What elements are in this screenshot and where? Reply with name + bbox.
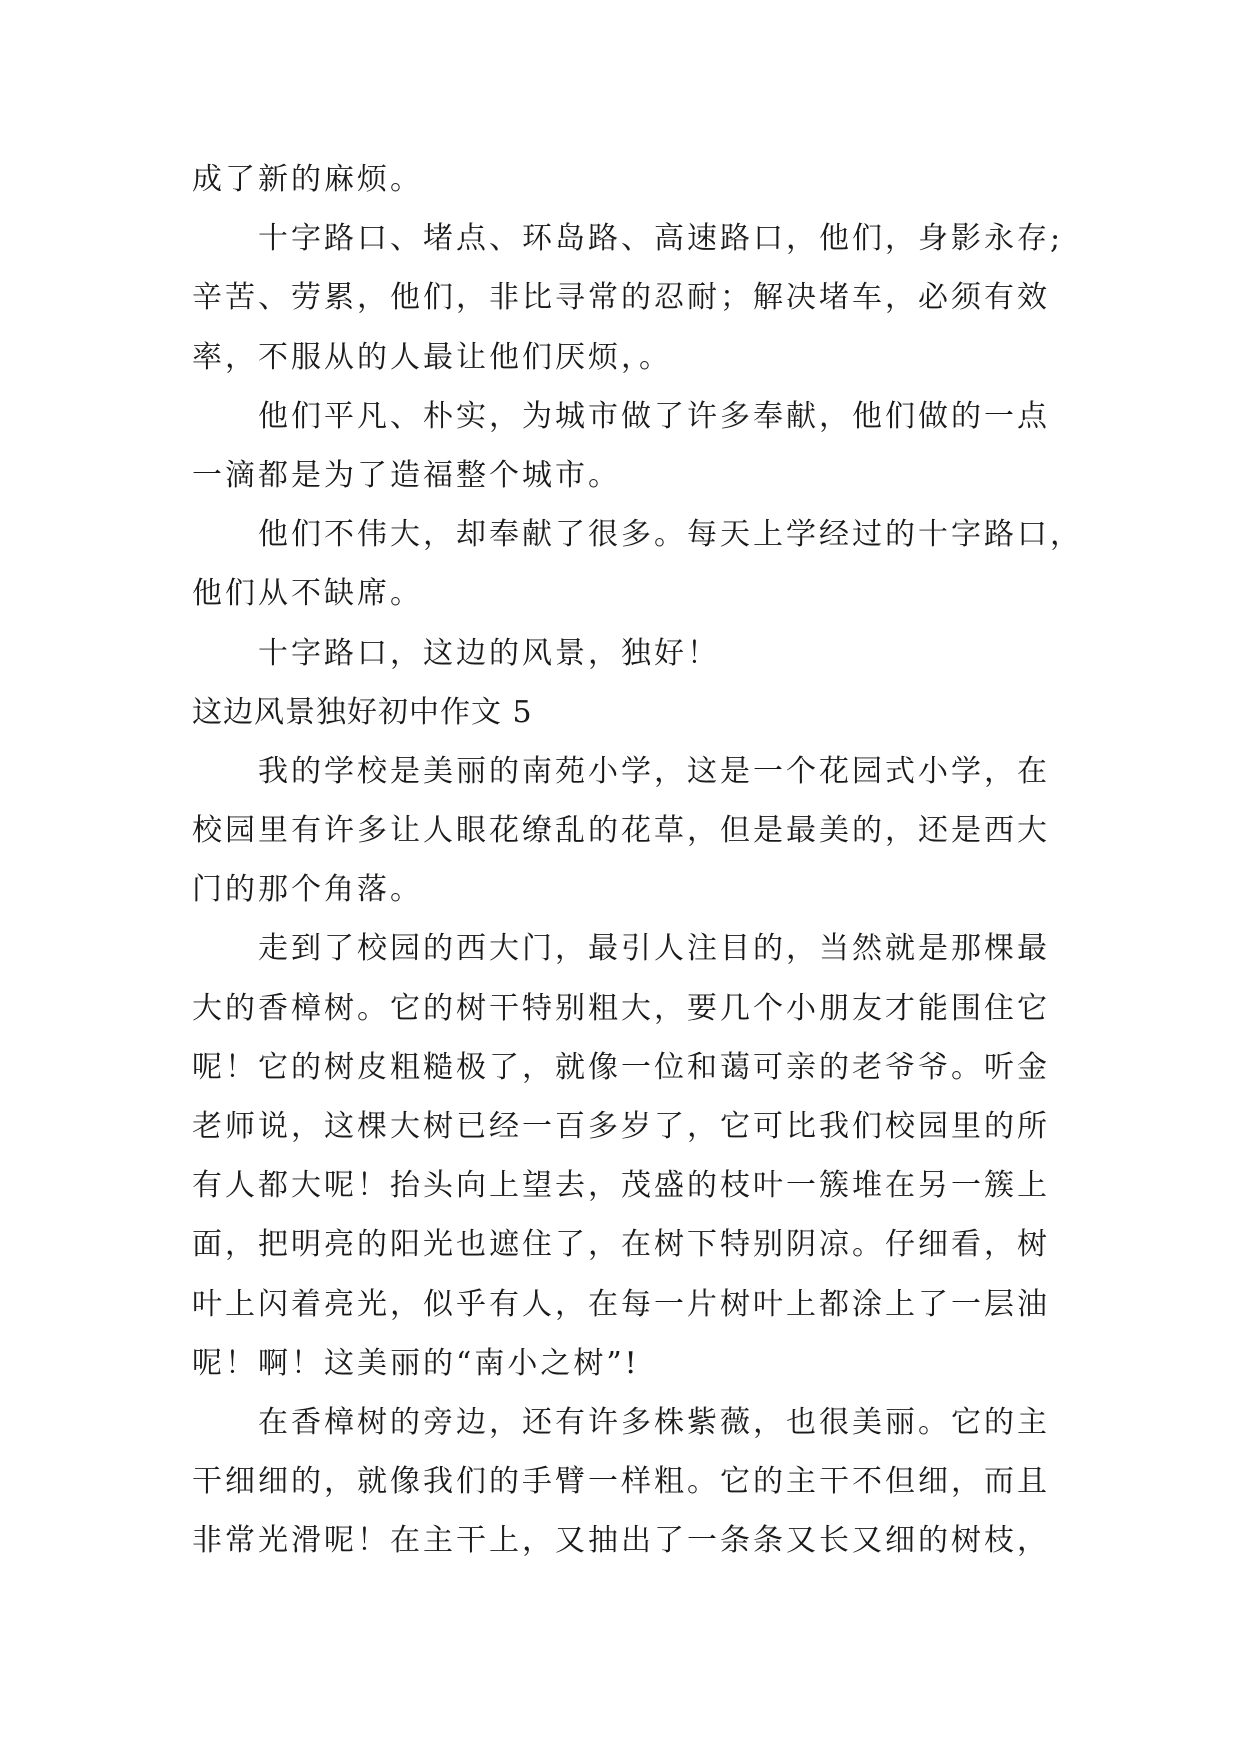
text-line: 他们从不缺席。 — [192, 576, 423, 612]
text-line: 老师说，这棵大树已经一百多岁了，它可比我们校园里的所 — [192, 1109, 1050, 1144]
paragraph-start-line: 在香樟树的旁边，还有许多株紫薇，也很美丽。它的主 — [258, 1404, 1050, 1440]
text-line: 一滴都是为了造福整个城市。 — [192, 457, 621, 493]
text-line: 呢！啊！这美丽的“南小之树”! — [192, 1345, 640, 1381]
text-line: 面，把明亮的阳光也遮住了，在树下特别阴凉。仔细看，树 — [192, 1227, 1050, 1263]
text-line: 校园里有许多让人眼花缭乱的花草，但是最美的，还是西大 — [192, 813, 1050, 849]
paragraph-start-line: 他们不伟大，却奉献了很多。每天上学经过的十字路口， — [258, 517, 1083, 553]
text-line: 非常光滑呢！在主干上，又抽出了一条条又长又细的树枝， — [192, 1523, 1050, 1559]
text-line: 干细细的，就像我们的手臂一样粗。它的主干不但细，而且 — [192, 1464, 1050, 1500]
section-heading: 这边风景独好初中作文 5 — [192, 694, 533, 730]
document-page — [192, 150, 1083, 1571]
paragraph-start-line: 走到了校园的西大门，最引人注目的，当然就是那棵最 — [258, 931, 1050, 967]
paragraph-start-line: 我的学校是美丽的南苑小学，这是一个花园式小学，在 — [258, 753, 1050, 789]
text-line: 辛苦、劳累，他们，非比寻常的忍耐；解决堵车，必须有效 — [192, 280, 1050, 316]
text-line: 成了新的麻烦。 — [192, 162, 423, 197]
paragraph-start-line: 十字路口、堵点、环岛路、高速路口，他们，身影永存; — [258, 221, 1064, 257]
text-line: 呢！它的树皮粗糙极了，就像一位和蔼可亲的老爷爷。听金 — [192, 1049, 1050, 1085]
text-line: 叶上闪着亮光，似乎有人，在每一片树叶上都涂上了一层油 — [192, 1286, 1050, 1322]
text-line: 大的香樟树。它的树干特别粗大，要几个小朋友才能围住它 — [192, 990, 1050, 1026]
text-line: 有人都大呢！抬头向上望去，茂盛的枝叶一簇堆在另一簇上 — [192, 1168, 1050, 1204]
paragraph-start-line: 十字路口，这边的风景，独好！ — [258, 635, 720, 671]
text-line: 门的那个角落。 — [192, 872, 423, 908]
paragraph-start-line: 他们平凡、朴实，为城市做了许多奉献，他们做的一点 — [258, 398, 1050, 434]
text-line: 率，不服从的人最让他们厌烦，。 — [192, 339, 672, 375]
